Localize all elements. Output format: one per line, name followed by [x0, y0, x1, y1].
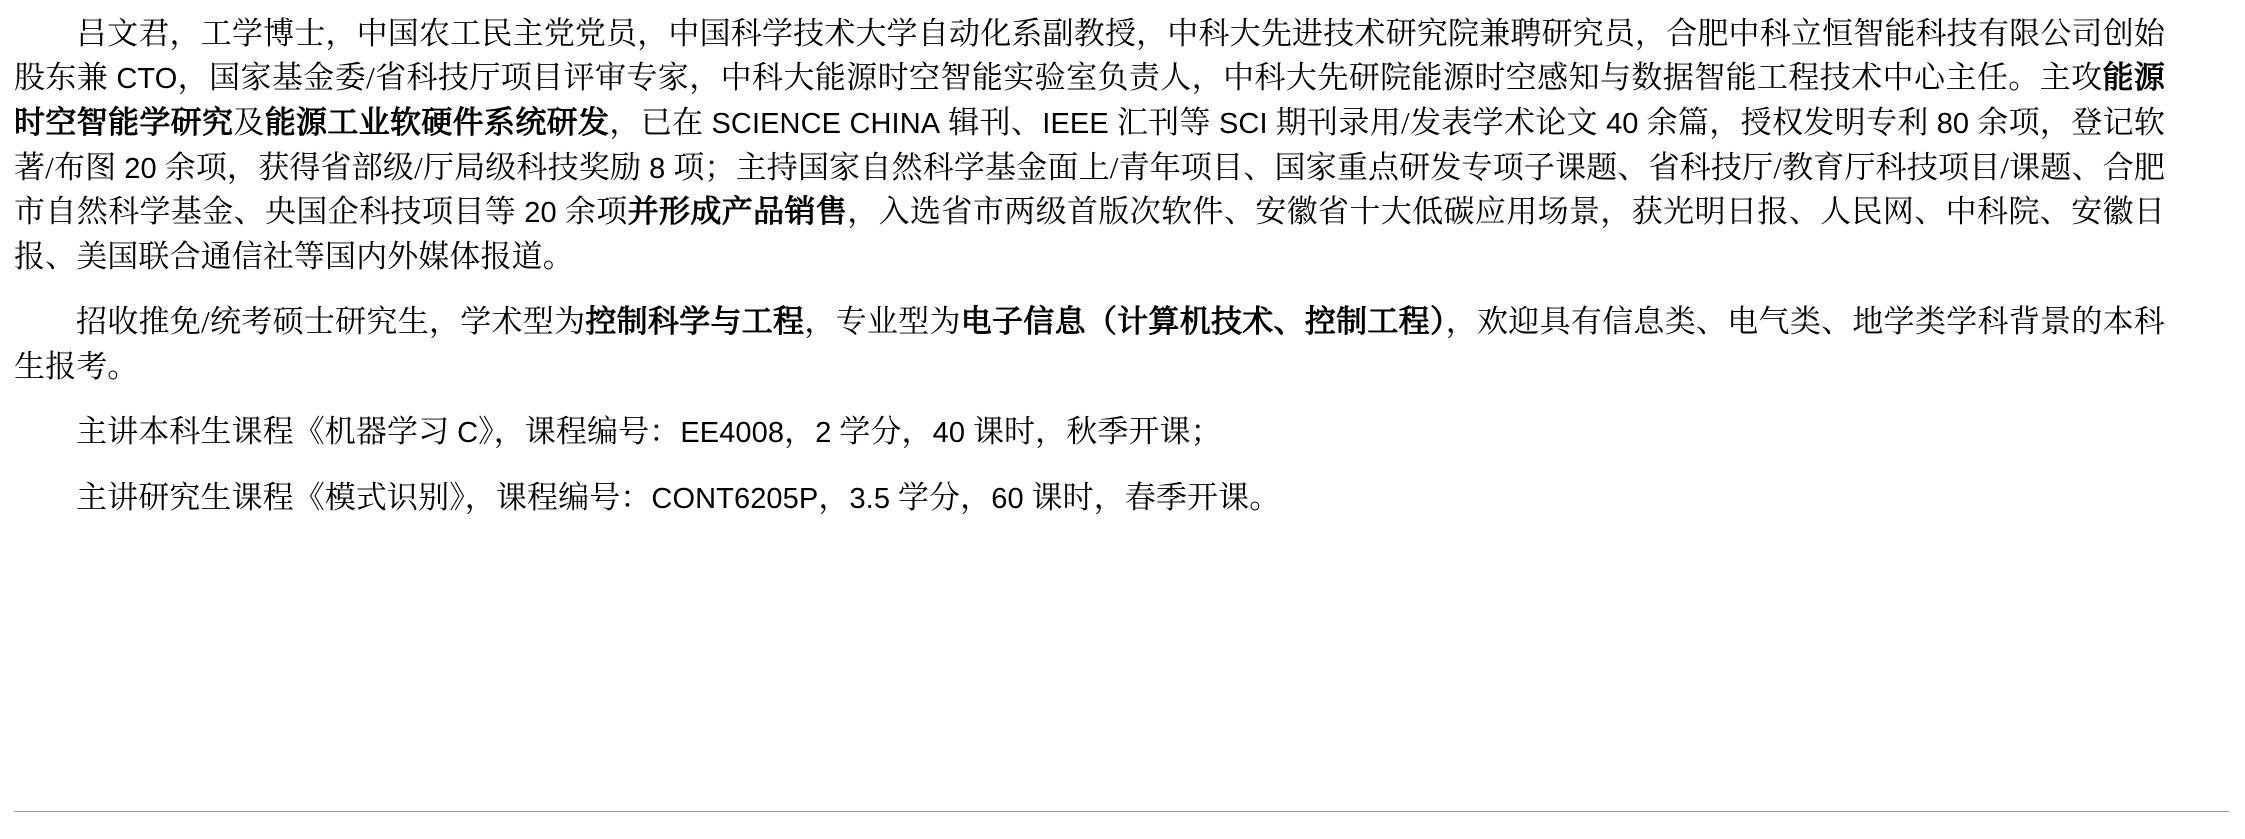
text-run: 招收推免/统考硕士研究生，学术型为 — [76, 304, 586, 340]
text-run: 余项 — [556, 194, 628, 230]
text-run: C — [457, 417, 479, 450]
text-run: ，已在 — [609, 105, 712, 141]
text-run: ，专业型为 — [804, 304, 961, 340]
footer-rule — [14, 811, 2229, 812]
text-run: 主讲本科生课程《机器学习 — [76, 414, 458, 450]
text-run: 8 — [649, 152, 666, 185]
text-run: 40 — [932, 417, 966, 450]
text-run: IEEE — [1042, 108, 1109, 141]
text-run: 20 — [524, 197, 557, 230]
text-run: 项；主持国家自然科学基金面上/青年项目、国家重点研发专项子课题、省科技厅/教育厅科技项目/课题、合肥市自然科学基金、央国企科技项目等 — [14, 149, 2165, 230]
text-run: 主讲研究生课程《模式识别》，课程编号： — [76, 479, 652, 515]
text-run: 电子信息（计算机技术、控制工程） — [960, 304, 1446, 340]
text-run: 2 — [815, 417, 832, 450]
text-run: 余篇，授权发明专利 — [1638, 105, 1937, 141]
text-run: CONT6205P — [651, 482, 819, 515]
text-run: ， — [784, 414, 816, 450]
paragraph-bio — [14, 12, 2165, 279]
text-run: ，欢迎具有信息类、电气类、地学类学科背景的本科生报考。 — [14, 304, 2165, 384]
text-run: 汇刊等 — [1108, 105, 1219, 141]
footer-separator — [14, 811, 2229, 812]
text-run: 课时，秋季开课； — [965, 414, 1222, 450]
text-run: SCIENCE CHINA — [711, 108, 941, 141]
text-run: 学分， — [890, 479, 992, 515]
text-run: 40 — [1606, 108, 1639, 141]
text-run: 》，课程编号： — [478, 414, 681, 450]
text-run: 学分， — [831, 414, 933, 450]
text-run: CTO — [116, 63, 178, 96]
text-run: 课时，春季开课。 — [1023, 479, 1281, 515]
text-run: 能源时空智能学研究 — [14, 60, 2165, 141]
paragraph-undergrad-course — [14, 410, 2165, 455]
text-run: ，入选省市两级首版次软件、安徽省十大低碳应用场景，获光明日报、人民网、中科院、安徽日报、美国联合通信社等国内外媒体报道。 — [14, 194, 2165, 274]
text-run: 及 — [233, 105, 265, 141]
text-run: 辑刊、 — [940, 105, 1043, 141]
text-run: 余项，登记软著/布图 — [14, 105, 2166, 185]
text-run: 控制科学与工程 — [585, 304, 805, 340]
text-run: SCI — [1218, 108, 1268, 141]
text-run: 吕文君，工学博士，中国农工民主党党员，中国科学技术大学自动化系副教授，中科大先进技术研究院兼聘研究员，合肥中科立恒智能科技有限公司创始股东兼 — [14, 16, 2165, 96]
text-run: EE4008 — [680, 417, 785, 450]
paragraph-admissions — [14, 300, 2165, 389]
text-run: 并形成产品销售 — [627, 194, 848, 230]
text-run: ， — [818, 479, 850, 515]
text-run: 20 — [124, 152, 157, 185]
text-run: 余项，获得省部级/厅局级科技奖励 — [156, 149, 650, 185]
text-run: ，国家基金委/省科技厅项目评审专家，中科大能源时空智能实验室负责人，中科大先研院能源时空感知与数据智能工程技术中心主任。主攻 — [177, 60, 2103, 96]
text-run: 80 — [1936, 108, 1970, 141]
text-run: 能源工业软硬件系统研发 — [264, 105, 610, 141]
text-run: 60 — [991, 482, 1024, 515]
text-run: 3.5 — [849, 482, 891, 515]
text-run: 期刊录用/发表学术论文 — [1267, 105, 1607, 141]
paragraph-grad-course — [14, 476, 2165, 521]
